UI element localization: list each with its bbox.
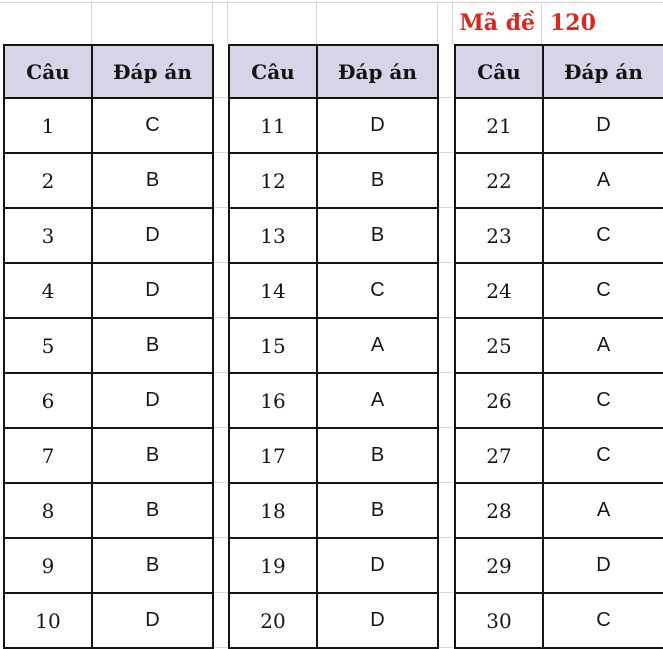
spreadsheet-gridline [541,3,542,44]
question-cell: 24 [456,264,544,319]
question-cell: 28 [456,484,544,539]
spreadsheet-gridline [0,2,663,3]
question-cell: 9 [5,539,93,594]
answer-cell: B [93,484,214,539]
spreadsheet-gridline [91,3,92,44]
answer-cell: A [544,154,663,209]
answer-cell: B [93,539,214,594]
question-cell: 14 [230,264,318,319]
answer-cell: B [93,319,214,374]
answer-cell: D [318,594,439,649]
answer-cell: D [93,209,214,264]
answer-cell: C [318,264,439,319]
column-header-question: Câu [5,46,93,99]
question-cell: 4 [5,264,93,319]
answer-cell: C [544,264,663,319]
exam-code-value: 120 [550,10,596,36]
answer-cell: C [544,374,663,429]
spreadsheet-gridline [227,3,228,44]
question-cell: 21 [456,99,544,154]
answer-cell: D [93,594,214,649]
spreadsheet-gridline [212,3,213,44]
question-cell: 13 [230,209,318,264]
question-cell: 12 [230,154,318,209]
column-header-answer: Đáp án [93,46,214,99]
question-cell: 18 [230,484,318,539]
spreadsheet-gridline [437,97,453,649]
answer-cell: B [318,154,439,209]
spreadsheet-gridline [437,3,438,44]
answer-cell: B [318,429,439,484]
column-header-answer: Đáp án [544,46,663,99]
question-cell: 16 [230,374,318,429]
answer-key-table-3 [454,44,663,649]
question-cell: 8 [5,484,93,539]
question-cell: 30 [456,594,544,649]
answer-cell: D [93,264,214,319]
answer-key-table-1 [3,44,214,649]
question-cell: 23 [456,209,544,264]
question-cell: 6 [5,374,93,429]
question-cell: 3 [5,209,93,264]
question-cell: 10 [5,594,93,649]
answer-cell: C [544,429,663,484]
column-header-answer: Đáp án [318,46,439,99]
column-header-question: Câu [456,46,544,99]
question-cell: 27 [456,429,544,484]
question-cell: 15 [230,319,318,374]
answer-cell: C [93,99,214,154]
answer-cell: C [544,594,663,649]
answer-cell: A [544,484,663,539]
question-cell: 2 [5,154,93,209]
question-cell: 20 [230,594,318,649]
answer-cell: B [93,154,214,209]
answer-key-table-2 [228,44,439,649]
question-cell: 22 [456,154,544,209]
answer-cell: A [544,319,663,374]
question-cell: 25 [456,319,544,374]
question-cell: 11 [230,99,318,154]
question-cell: 19 [230,539,318,594]
exam-code-label: Mã đề [459,10,535,36]
answer-cell: C [544,209,663,264]
spreadsheet-gridline [316,3,317,44]
answer-cell: A [318,319,439,374]
question-cell: 17 [230,429,318,484]
question-cell: 7 [5,429,93,484]
answer-cell: D [318,539,439,594]
question-cell: 26 [456,374,544,429]
answer-cell: D [544,539,663,594]
answer-cell: D [318,99,439,154]
answer-cell: B [318,484,439,539]
answer-cell: B [93,429,214,484]
question-cell: 29 [456,539,544,594]
answer-cell: D [93,374,214,429]
answer-cell: B [318,209,439,264]
answer-cell: A [318,374,439,429]
question-cell: 5 [5,319,93,374]
answer-cell: D [544,99,663,154]
question-cell: 1 [5,99,93,154]
spreadsheet-gridline [212,97,228,649]
column-header-question: Câu [230,46,318,99]
